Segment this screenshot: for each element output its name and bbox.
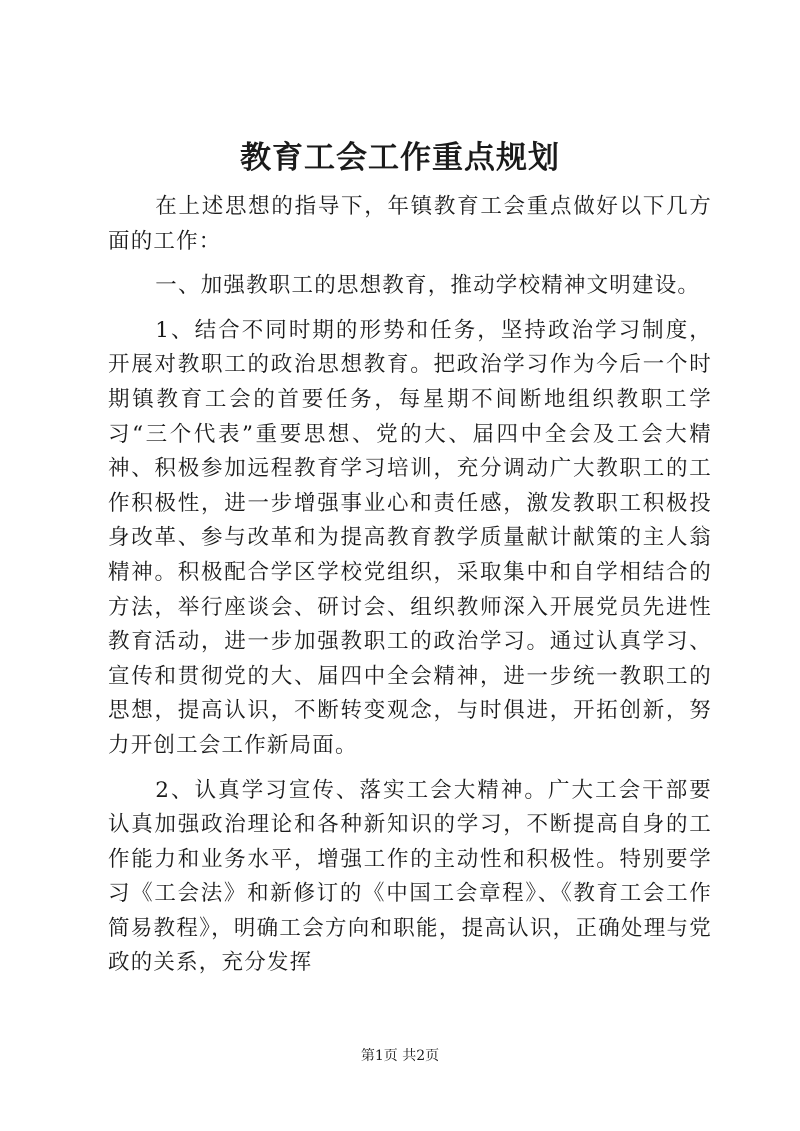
page-footer: 第1页 共2页	[360, 1048, 440, 1064]
page-title: 教育工会工作重点规划	[240, 140, 560, 176]
paragraph-intro: 在上述思想的指导下，年镇教育工会重点做好以下几方面的工作：	[108, 194, 712, 254]
document-body	[108, 190, 712, 981]
paragraph-item-2: 2、认真学习宣传、落实工会大精神。广大工会干部要认真加强政治理论和各种新知识的学习，不断提高自身的工作能力和业务水平，增强工作的主动性和积极性。特别要学习《工会法》和新修订的《中国工会章程》、《教育工会工作简易教程》，明确工会方向和职能，提高认识，正确处理与党政的关系，充分发挥	[108, 777, 712, 976]
paragraph-section-heading: 一、加强教职工的思想教育，推动学校精神文明建设。	[155, 273, 701, 299]
paragraph-item-1: 1、结合不同时期的形势和任务，坚持政治学习制度，开展对教职工的政治思想教育。把政治学习作为今后一个时期镇教育工会的首要任务，每星期不间断地组织教职工学习“三个代表”重要思想、党的大、届四中全会及工会大精神、积极参加远程教育学习培训，充分调动广大教职工的工作积极性，进一步增强事业心和责任感，激发教职工积极投身改革、参与改革和为提高教育教学质量献计献策的主人翁精神。积极配合学区学校党组织，采取集中和自学相结合的方法，举行座谈会、研讨会、组织教师深入开展党员先进性教育活动，进一步加强教职工的政治学习。通过认真学习、宣传和贯彻党的大、届四中全会精神，进一步统一教职工的思想，提高认识，不断转变观念，与时俱进，开拓创新，努力开创工会工作新局面。	[108, 317, 712, 758]
